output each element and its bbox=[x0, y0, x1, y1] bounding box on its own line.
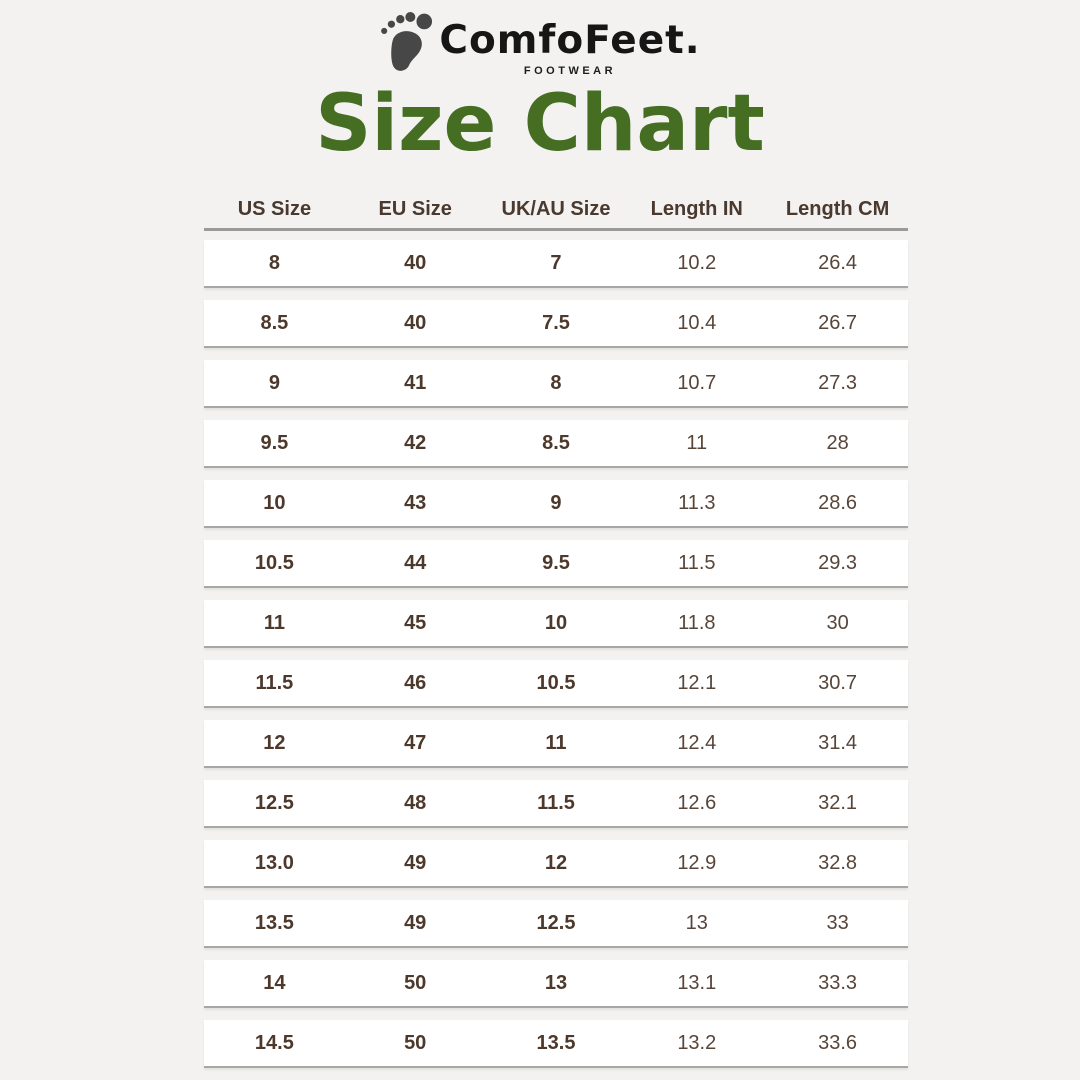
cell-length-cm: 30.7 bbox=[818, 671, 858, 694]
cell-length-in: 12.9 bbox=[677, 851, 717, 874]
cell-eu-size: 41 bbox=[404, 371, 427, 394]
cell-ukau-size: 10 bbox=[544, 611, 568, 634]
cell-us-size: 12 bbox=[263, 731, 286, 754]
cell-length-cm: 30 bbox=[826, 611, 849, 634]
table-body bbox=[204, 240, 908, 1068]
cell-us-size: 12.5 bbox=[254, 791, 294, 814]
cell-length-in: 11.3 bbox=[678, 491, 716, 514]
cell-ukau-size: 7.5 bbox=[542, 311, 570, 334]
cell-ukau-size: 10.5 bbox=[536, 671, 576, 694]
cell-length-cm: 31.4 bbox=[818, 731, 858, 754]
cell-us-size: 9.5 bbox=[260, 431, 289, 454]
table-row bbox=[204, 420, 908, 468]
table-header-row bbox=[204, 192, 908, 231]
cell-eu-size: 47 bbox=[404, 731, 427, 754]
column-header-us-size: US Size bbox=[237, 197, 312, 220]
table-row bbox=[204, 300, 908, 348]
table-row bbox=[204, 960, 908, 1008]
cell-length-in: 13 bbox=[685, 911, 708, 934]
cell-length-in: 12.4 bbox=[677, 731, 717, 754]
cell-ukau-size: 13.5 bbox=[536, 1031, 576, 1054]
table-row bbox=[204, 480, 908, 528]
size-table bbox=[204, 192, 908, 1080]
cell-length-cm: 33.3 bbox=[818, 971, 858, 994]
cell-length-in: 13.1 bbox=[677, 971, 717, 994]
cell-ukau-size: 8.5 bbox=[542, 431, 570, 454]
cell-length-cm: 33.6 bbox=[818, 1031, 858, 1054]
cell-length-in: 12.1 bbox=[677, 671, 717, 694]
cell-us-size: 10 bbox=[263, 491, 286, 514]
cell-us-size: 8 bbox=[268, 251, 280, 274]
cell-ukau-size: 11.5 bbox=[537, 791, 575, 814]
cell-length-in: 10.2 bbox=[677, 251, 717, 274]
cell-eu-size: 40 bbox=[404, 311, 427, 334]
cell-ukau-size: 9 bbox=[550, 491, 562, 514]
cell-length-in: 11 bbox=[686, 431, 708, 454]
cell-eu-size: 50 bbox=[404, 1031, 427, 1054]
cell-length-cm: 27.3 bbox=[818, 371, 858, 394]
cell-us-size: 11 bbox=[263, 611, 285, 634]
column-header-eu-size: EU Size bbox=[378, 197, 452, 220]
cell-ukau-size: 12.5 bbox=[536, 911, 576, 934]
cell-eu-size: 40 bbox=[404, 251, 427, 274]
table-row bbox=[204, 720, 908, 768]
table-row bbox=[204, 240, 908, 288]
brand-text-block bbox=[439, 20, 700, 77]
table-row bbox=[204, 360, 908, 408]
cell-eu-size: 46 bbox=[404, 671, 427, 694]
cell-length-cm: 32.1 bbox=[818, 791, 858, 814]
cell-length-cm: 26.4 bbox=[818, 251, 858, 274]
footprint-icon bbox=[379, 12, 435, 76]
table-row bbox=[204, 900, 908, 948]
cell-length-cm: 26.7 bbox=[818, 311, 858, 334]
cell-us-size: 10.5 bbox=[254, 551, 294, 574]
cell-eu-size: 49 bbox=[404, 851, 427, 874]
brand-name: ComfoFeet. bbox=[439, 18, 701, 63]
cell-eu-size: 42 bbox=[404, 431, 427, 454]
brand-tagline: FOOTWEAR bbox=[523, 64, 617, 77]
cell-eu-size: 44 bbox=[404, 551, 427, 574]
brand-logo bbox=[0, 12, 1080, 77]
cell-length-in: 11.8 bbox=[678, 611, 716, 634]
cell-us-size: 13.0 bbox=[254, 851, 294, 874]
cell-length-in: 11.5 bbox=[678, 551, 716, 574]
table-row bbox=[204, 540, 908, 588]
cell-length-in: 12.6 bbox=[677, 791, 717, 814]
cell-length-cm: 28 bbox=[826, 431, 849, 454]
column-header-ukau-size: UK/AU Size bbox=[501, 197, 611, 220]
table-row bbox=[204, 600, 908, 648]
page-title: Size Chart bbox=[315, 79, 765, 169]
cell-eu-size: 50 bbox=[404, 971, 427, 994]
cell-us-size: 14.5 bbox=[254, 1031, 294, 1054]
column-header-length-in: Length IN bbox=[650, 197, 743, 220]
cell-ukau-size: 7 bbox=[550, 251, 562, 274]
cell-length-in: 13.2 bbox=[677, 1031, 717, 1054]
cell-eu-size: 49 bbox=[404, 911, 427, 934]
table-row bbox=[204, 1020, 908, 1068]
cell-length-cm: 33 bbox=[826, 911, 849, 934]
cell-length-in: 10.7 bbox=[677, 371, 717, 394]
cell-us-size: 8.5 bbox=[260, 311, 289, 334]
cell-ukau-size: 12 bbox=[544, 851, 568, 874]
column-header-length-cm: Length CM bbox=[785, 197, 890, 220]
cell-us-size: 13.5 bbox=[254, 911, 294, 934]
cell-length-in: 10.4 bbox=[677, 311, 717, 334]
cell-us-size: 14 bbox=[263, 971, 286, 994]
table-row bbox=[204, 780, 908, 828]
cell-ukau-size: 13 bbox=[544, 971, 568, 994]
cell-ukau-size: 11 bbox=[545, 731, 567, 754]
cell-length-cm: 32.8 bbox=[818, 851, 858, 874]
cell-ukau-size: 8 bbox=[550, 371, 562, 394]
cell-ukau-size: 9.5 bbox=[542, 551, 570, 574]
cell-length-cm: 28.6 bbox=[818, 491, 858, 514]
cell-eu-size: 45 bbox=[404, 611, 427, 634]
cell-length-cm: 29.3 bbox=[818, 551, 858, 574]
cell-eu-size: 43 bbox=[404, 491, 427, 514]
cell-us-size: 9 bbox=[268, 371, 280, 394]
table-row bbox=[204, 840, 908, 888]
cell-us-size: 11.5 bbox=[255, 671, 294, 694]
cell-eu-size: 48 bbox=[404, 791, 427, 814]
table-row bbox=[204, 660, 908, 708]
